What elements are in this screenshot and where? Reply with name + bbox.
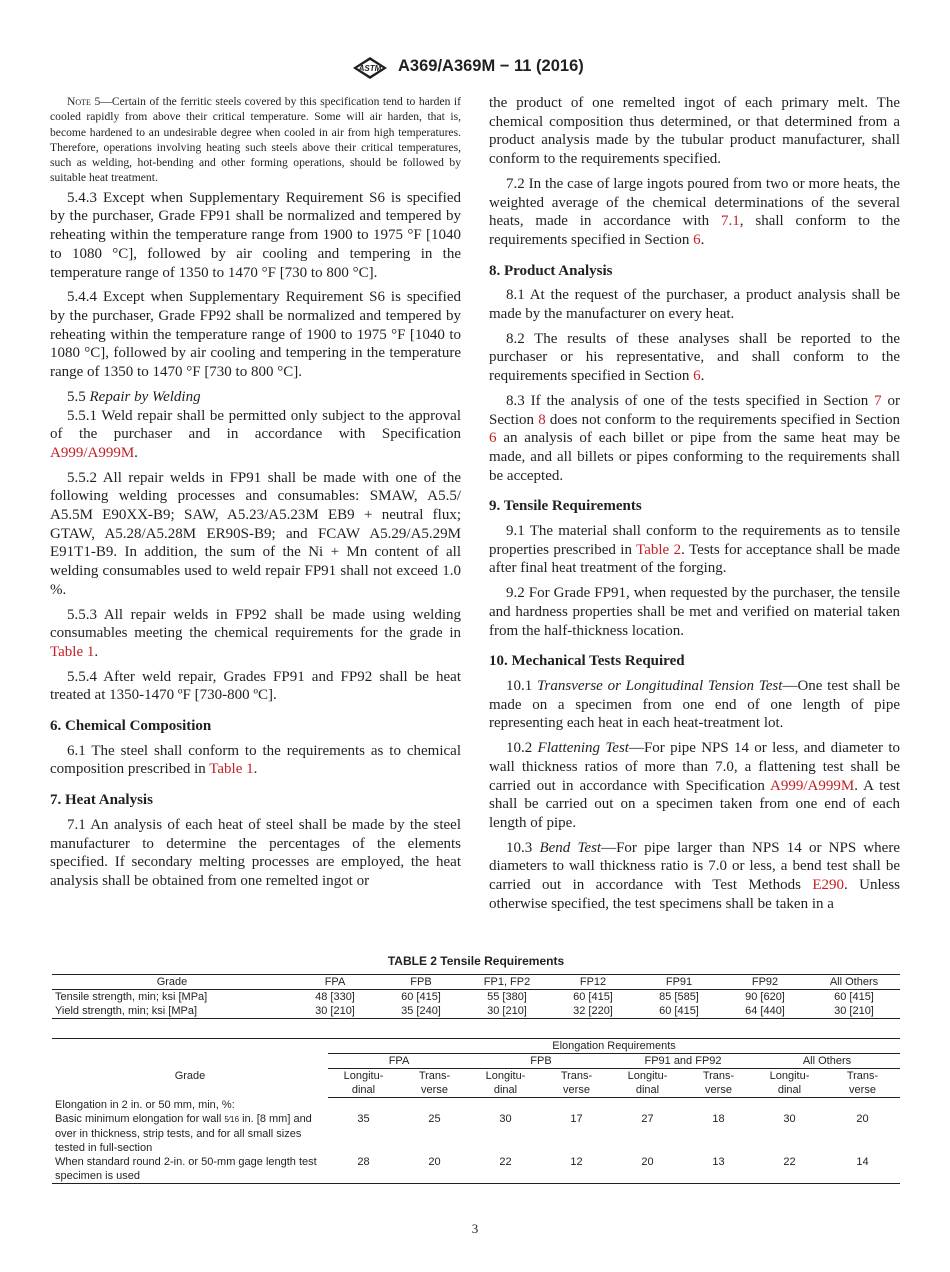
para-text: . <box>94 643 99 660</box>
para-text: . Unless otherwise specified, the test specimens shall be taken in a <box>489 877 900 912</box>
sub-header: Longitu- <box>343 1070 384 1082</box>
para-5-4-3: 5.4.3 Except when Supplementary Requirement S6 is specified by the purchaser, Grade FP91 shall be normalized and tempered by reheating within the temperature range from 1900 to 1975 °F [1040 to 1080 °C], followed by air cooling and tempering in the temperature range of 1350 to 1470 °F [730 to 800 °C]. <box>50 189 461 281</box>
col-header: FP1, FP2 <box>464 975 550 990</box>
table-header-row <box>52 1054 900 1069</box>
para-text: . <box>700 231 705 248</box>
para-7-1-continued: the product of one remelted ingot of each primary melt. The chemical composition thus determined, or that determined from a product analysis made by the tubular product manufacturer, shall conform to the requirements specified. <box>489 95 900 168</box>
sub-header: Trans- <box>418 1070 451 1082</box>
sub-header: verse <box>399 1083 470 1098</box>
group-header: FPA <box>328 1054 470 1069</box>
para-text: . <box>134 444 138 461</box>
table-cell: 60 [415] <box>834 991 874 1003</box>
table-cell: 14 <box>825 1155 900 1184</box>
sub-header: dinal <box>328 1083 399 1098</box>
row-label: Elongation in 2 in. or 50 mm, min, %: <box>55 1098 235 1111</box>
table-row <box>52 1155 900 1184</box>
para-title: Bend Test <box>539 839 602 856</box>
para-text: 5.5.1 Weld repair shall be permitted only subject to the approval of the purchaser and in accordance with Specification <box>50 407 461 443</box>
sub-header: Trans- <box>702 1070 735 1082</box>
link-a999[interactable]: A999/A999M <box>50 444 135 461</box>
table-cell: 20 <box>856 1112 869 1125</box>
table-row <box>52 1098 900 1112</box>
sub-header: Longitu- <box>627 1070 668 1082</box>
col-header: FP12 <box>550 975 636 990</box>
link-section-6[interactable]: 6 <box>489 430 497 447</box>
row-label-text: Basic minimum elongation for wall <box>55 1112 225 1125</box>
row-label: Yield strength, min; ksi [MPa] <box>52 1004 292 1019</box>
tensile-strength-table <box>52 974 900 1019</box>
table-cell: 48 [330] <box>315 991 355 1003</box>
para-text: or Section <box>489 392 900 428</box>
table-cell: 64 [440] <box>722 1004 808 1019</box>
table-cell: 20 <box>399 1155 470 1184</box>
link-section-7[interactable]: 7 <box>874 392 882 409</box>
document-title: A369/A369M − 11 (2016) <box>398 57 584 75</box>
group-header: FPB <box>470 1054 612 1069</box>
table-cell: 22 <box>754 1155 825 1184</box>
para-text: . A test shall be carried out on a specimen taken from one end of each length of pipe. <box>489 777 900 831</box>
empty-cell <box>754 1098 825 1112</box>
heading-7: 7. Heat Analysis <box>50 792 153 809</box>
para-10-2 <box>489 739 900 833</box>
para-5-5-3 <box>50 606 461 662</box>
para-text: —One test shall be made on a specimen from one end of one length of pipe representing each heat in each heat-treatment lot. <box>489 677 900 732</box>
link-section-7-1[interactable]: 7.1 <box>721 213 740 230</box>
elongation-table <box>52 1038 900 1184</box>
sub-header: Longitu- <box>485 1070 526 1082</box>
table-2-title: TABLE 2 Tensile Requirements <box>387 954 565 968</box>
empty-header <box>52 1039 328 1054</box>
col-header-grade: Grade <box>52 975 292 990</box>
para-9-2: 9.2 For Grade FP91, when requested by the purchaser, the tensile and hardness properties shall be met and verified on material taken from the half-thickness location. <box>489 585 900 639</box>
table-row <box>52 990 900 1005</box>
sub-header: verse <box>541 1083 612 1098</box>
table-cell: 20 <box>612 1155 683 1184</box>
table-cell: 35 [240] <box>378 1004 464 1019</box>
empty-cell <box>541 1098 612 1112</box>
table-cell: 30 <box>783 1112 796 1125</box>
para-number: 10.1 <box>506 677 537 694</box>
sub-header: dinal <box>612 1083 683 1098</box>
note-5 <box>50 94 461 186</box>
para-text: —For pipe NPS 14 or less, and diameter to wall thickness ratios of more than 7.0, a flattening test shall be carried out in accordance with Specification <box>489 740 901 794</box>
sub-header: dinal <box>470 1083 541 1098</box>
table-cell: 90 [620] <box>745 991 785 1003</box>
table-cell: 12 <box>541 1155 612 1184</box>
row-label <box>52 1112 328 1155</box>
table-cell: 28 <box>328 1155 399 1184</box>
link-table-1[interactable]: Table 1 <box>209 761 254 778</box>
link-section-6[interactable]: 6 <box>693 368 701 385</box>
empty-cell <box>683 1098 754 1112</box>
col-header: All Others <box>808 975 900 990</box>
table-row <box>52 1004 900 1019</box>
table-cell: 27 <box>641 1112 654 1125</box>
link-a999[interactable]: A999/A999M <box>770 777 855 794</box>
para-text: 7.2 In the case of large ingots poured from two or more heats, the weighted average of the chemical determinations of the several heats, made in accordance with <box>489 175 900 230</box>
table-cell: 35 <box>357 1112 370 1125</box>
table-cell: 60 [415] <box>401 991 441 1003</box>
link-table-2[interactable]: Table 2 <box>636 541 682 558</box>
col-header: FPB <box>378 975 464 990</box>
table-cell: 30 <box>499 1112 512 1125</box>
table-row <box>52 1112 900 1155</box>
table-cell: 25 <box>428 1112 441 1125</box>
note-text: 5—Certain of the ferritic steels covered by this specification tend to harden if cooled rapidly from above their critical temperature. Some will air harden, that is, become hardened to an undesirable degree when cooled in air from high temperatures. Therefore, operations involving heating such steels above their critical temperatures, such as welding, hot-bending and other forming operations, should be followed by suitable heat treatment. <box>50 95 461 185</box>
para-number: 5.5 <box>67 388 90 405</box>
para-text: —For pipe larger than NPS 14 or NPS where diameters to wall thickness ratio is 7.0 or less, a bend test shall be carried out in accordance with Test Methods <box>489 839 900 894</box>
para-number: 10.3 <box>506 839 540 856</box>
heading-10: 10. Mechanical Tests Required <box>489 653 685 670</box>
row-label: Tensile strength, min; ksi [MPa] <box>55 991 208 1003</box>
para-10-1 <box>489 677 900 733</box>
para-6-1 <box>50 742 461 779</box>
left-column <box>50 94 461 891</box>
table-cell: 22 <box>470 1155 541 1184</box>
para-title: Repair by Welding <box>89 388 201 405</box>
table-header-row <box>52 1039 900 1054</box>
para-text: 9.1 The material shall conform to the requirements as to tensile properties prescribed in <box>489 523 900 558</box>
link-section-8[interactable]: 8 <box>538 411 546 428</box>
group-header: FP91 and FP92 <box>612 1054 754 1069</box>
row-label-text: in. [8 mm] and over in thickness, strip tests, and for all small sizes tested in full-section <box>55 1112 312 1154</box>
table-cell: 60 [415] <box>636 1004 722 1019</box>
para-title: Transverse or Longitudinal Tension Test <box>537 677 783 694</box>
sub-header: verse <box>683 1083 754 1098</box>
heading-6: 6. Chemical Composition <box>50 718 212 735</box>
table-header-row <box>52 975 900 990</box>
svg-text:ASTM: ASTM <box>358 64 382 73</box>
row-label: When standard round 2-in. or 50-mm gage length test specimen is used <box>52 1155 328 1184</box>
para-text: , shall conform to the requirements specified in Section <box>489 213 900 248</box>
para-text: does not conform to the requirements specified in Section <box>545 411 900 428</box>
page-number: 3 <box>471 1221 479 1236</box>
right-column <box>489 94 900 913</box>
link-table-1[interactable]: Table 1 <box>50 643 95 660</box>
para-number: 10.2 <box>506 740 538 757</box>
empty-cell <box>825 1098 900 1112</box>
para-5-5-4: 5.5.4 After weld repair, Grades FP91 and FP92 shall be heat treated at 1350-1470 ºF [730-800 ºC]. <box>50 668 461 704</box>
heading-9: 9. Tensile Requirements <box>489 498 642 515</box>
col-header: FP91 <box>636 975 722 990</box>
sub-header: Trans- <box>560 1070 593 1082</box>
sub-header: dinal <box>754 1083 825 1098</box>
col-header: FPA <box>292 975 378 990</box>
empty-cell <box>328 1098 399 1112</box>
link-section-6[interactable]: 6 <box>693 231 701 248</box>
table-cell: 30 [210] <box>292 1004 378 1019</box>
col-header-grade: Grade <box>174 1069 206 1082</box>
para-text: 6.1 The steel shall conform to the requirements as to chemical composition prescribed in <box>50 742 461 778</box>
table-cell: 60 [415] <box>573 991 613 1003</box>
para-10-3 <box>489 839 900 914</box>
col-header: FP92 <box>722 975 808 990</box>
table-cell: 32 [220] <box>550 1004 636 1019</box>
astm-logo-icon <box>351 56 389 80</box>
para-text: 8.3 If the analysis of one of the tests specified in Section <box>506 392 875 409</box>
para-text: . <box>253 761 258 778</box>
para-7-2 <box>489 175 900 250</box>
para-8-2 <box>489 330 900 386</box>
empty-cell <box>612 1098 683 1112</box>
sub-header: verse <box>825 1083 900 1098</box>
para-title: Flattening Test <box>537 740 629 757</box>
table-cell: 30 [210] <box>808 1004 900 1019</box>
table-cell: 55 [380] <box>487 991 527 1003</box>
para-7-1: 7.1 An analysis of each heat of steel shall be made by the steel manufacturer to determine the percentages of the elements specified. If secondary melting processes are employed, the heat analysis shall be obtained from one remelted ingot or <box>50 816 461 889</box>
table-cell: 17 <box>570 1112 583 1125</box>
table-cell: 13 <box>683 1155 754 1184</box>
para-5-5-2: 5.5.2 All repair welds in FP91 shall be made with one of the following welding processes and consumables: SMAW, A5.5/ A5.5M E90XX-B9; SAW, A5.23/A5.23M EB9 + neutral flux; GTAW, A5.28/A5.28M ER90S-B9; and FCAW A5.29/A5.29M E91T1-B9. In addition, the sum of the Ni + Mn content of all welding consumables used to weld repair FP91 shall not exceed 1.0 %. <box>50 469 461 598</box>
link-e290[interactable]: E290 <box>812 877 845 894</box>
para-8-3 <box>489 392 900 486</box>
table-cell: 30 [210] <box>464 1004 550 1019</box>
para-text: 5.5.3 All repair welds in FP92 shall be made using welding consumables meeting the chemical requirements for the grade in <box>50 606 461 642</box>
sub-header: Trans- <box>846 1070 879 1082</box>
para-8-1: 8.1 At the request of the purchaser, a product analysis shall be made by the manufacturer on every heat. <box>489 287 900 323</box>
para-text: an analysis of each billet or pipe from the same heat may be made, and all billets or pipes conforming to the requirements shall be accepted. <box>489 430 900 484</box>
page-header <box>0 56 950 86</box>
para-5-4-4: 5.4.4 Except when Supplementary Requirement S6 is specified by the purchaser, Grade FP92 shall be normalized and tempered by reheating within the temperature range of 1900 to 1975 °F [1040 to 1080 °C], followed by air cooling and tempering in the temperature range of 1350 to 1470 °F [730 to 800 °C]. <box>50 289 461 381</box>
para-text: 8.2 The results of these analyses shall be reported to the purchaser or his representative, and shall conform to the requirements specified in Section <box>489 330 900 385</box>
para-text: . <box>700 368 705 385</box>
empty-cell <box>470 1098 541 1112</box>
sub-header: Longitu- <box>769 1070 810 1082</box>
empty-cell <box>399 1098 470 1112</box>
para-9-1 <box>489 522 900 578</box>
table-cell: 85 [585] <box>659 991 699 1003</box>
fraction: 5⁄16 <box>224 1114 240 1124</box>
elongation-title: Elongation Requirements <box>328 1039 900 1054</box>
heading-8: 8. Product Analysis <box>489 262 613 279</box>
para-text: . Tests for acceptance shall be made after final heat treatment of the forging. <box>489 541 900 577</box>
para-5-5-1 <box>50 407 461 463</box>
note-label: Note <box>67 95 91 108</box>
para-5-5 <box>50 388 461 407</box>
table-cell: 18 <box>712 1112 725 1125</box>
group-header: All Others <box>754 1054 900 1069</box>
